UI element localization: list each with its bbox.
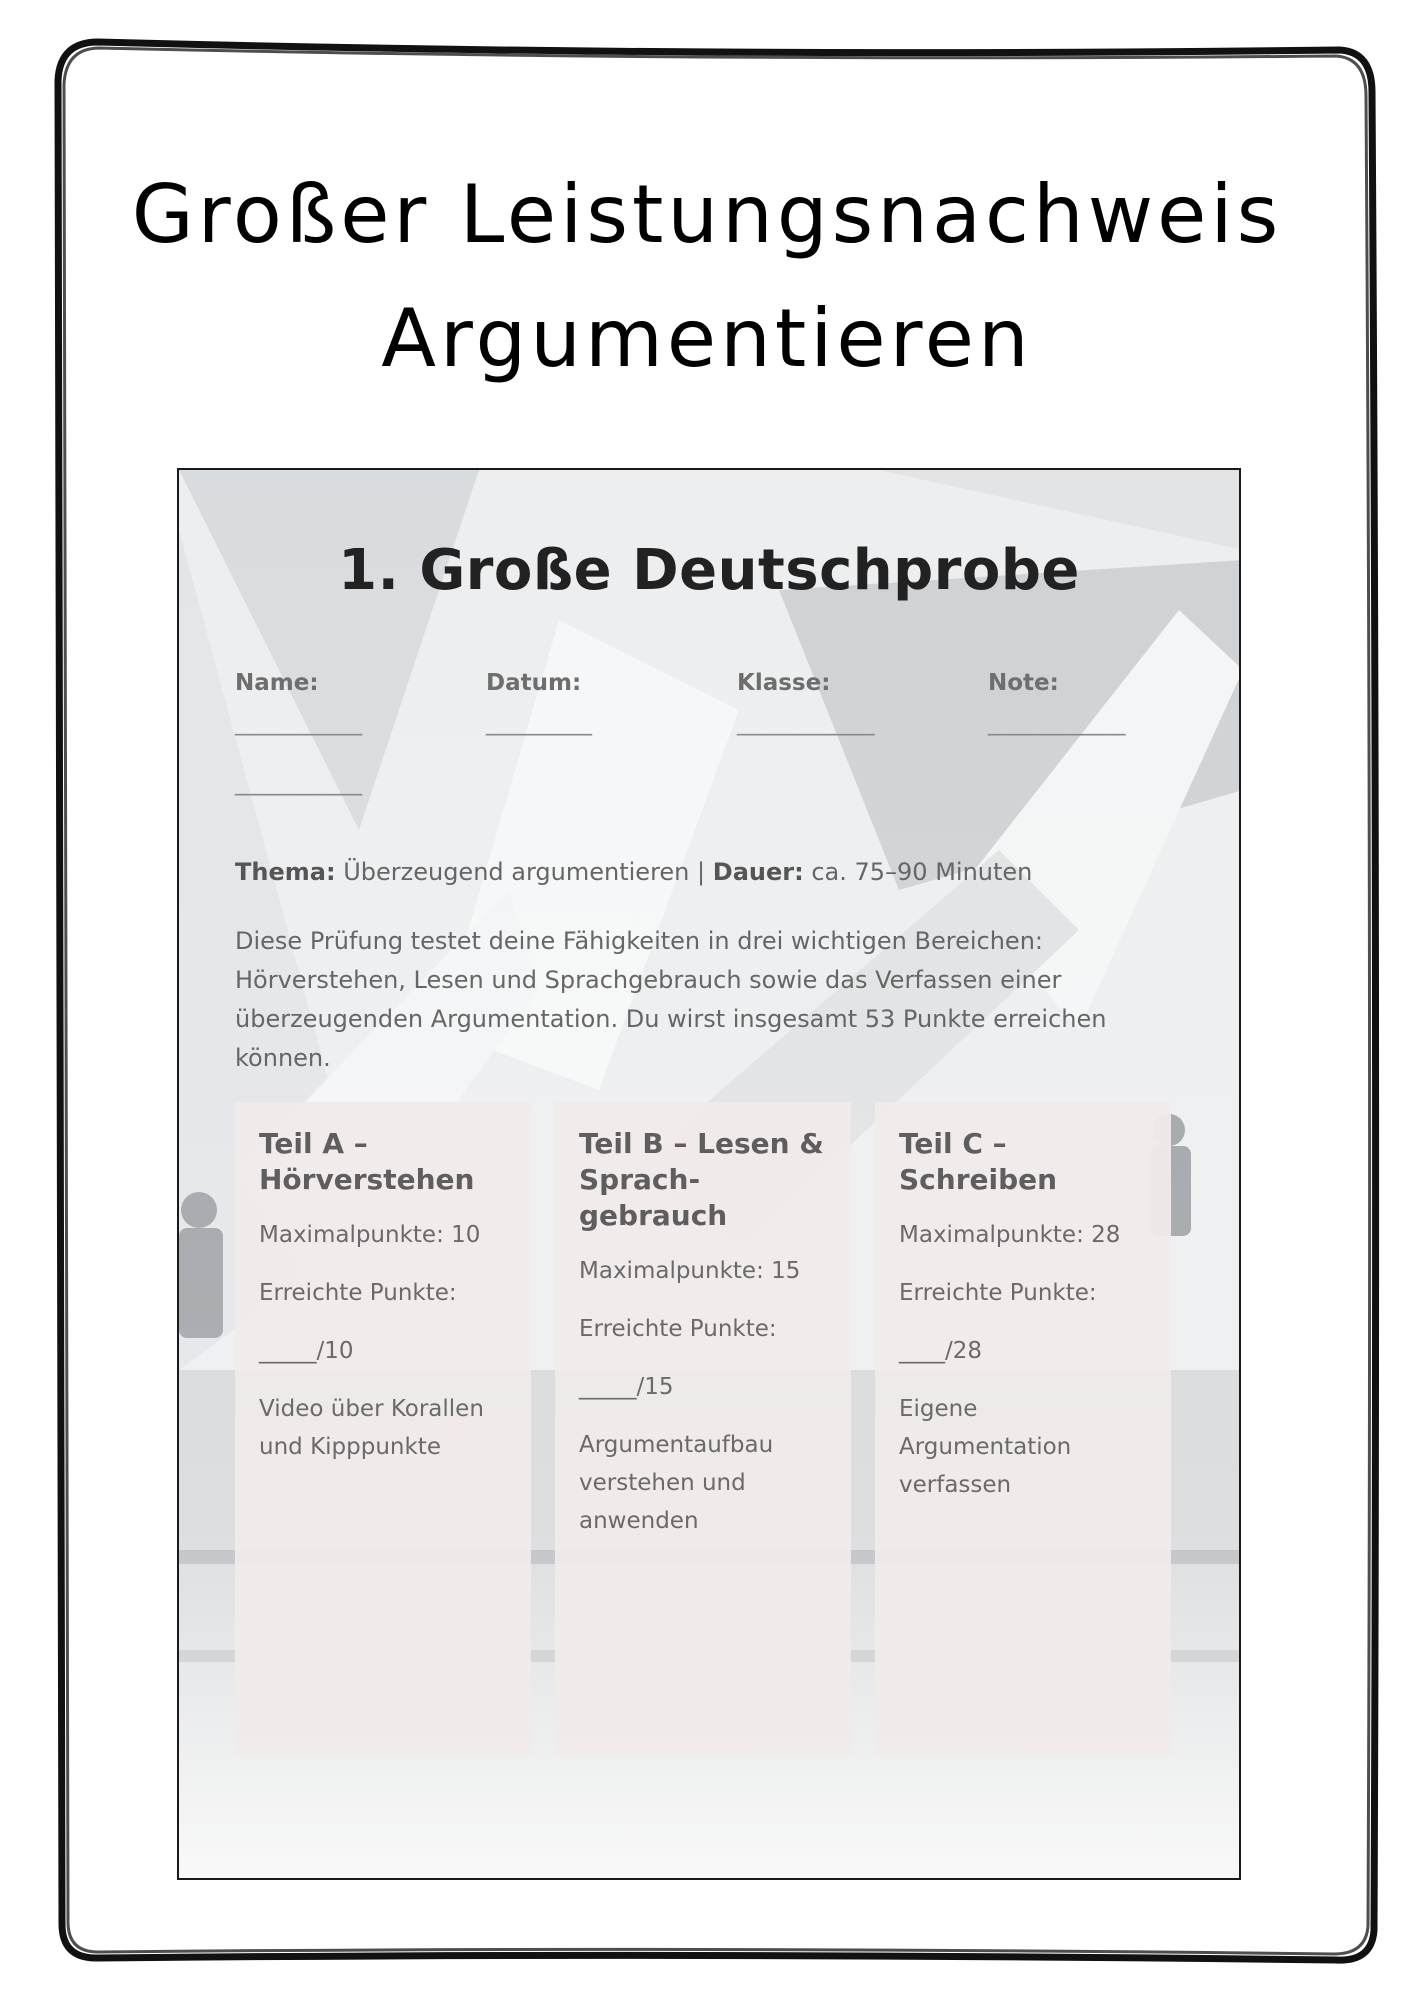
name-blank-line[interactable]: ____________ bbox=[235, 710, 361, 736]
field-name bbox=[235, 670, 435, 736]
separator: | bbox=[697, 858, 706, 886]
field-class bbox=[737, 670, 937, 736]
intro-paragraph: Diese Prüfung testet deine Fähigkeiten in drei wichtigen Bereichen: Hörverstehen, Lesen und Sprachgebrauch sowie das Verfassen einer überzeugenden Argumentation. Du wirst insgesamt 53 Punkte erreichen können. bbox=[235, 927, 1107, 1072]
duration-label: Dauer: bbox=[712, 858, 804, 886]
document-title: 1. Große Deutschprobe bbox=[338, 538, 1080, 603]
extra-blank-line[interactable]: ____________ bbox=[235, 770, 361, 796]
reached-points-label: Erreichte Punkte: bbox=[579, 1316, 777, 1342]
class-blank-line[interactable]: _____________ bbox=[737, 710, 874, 736]
cover-title-line-2: Argumentieren bbox=[381, 292, 1033, 385]
max-points: Maximalpunkte: 28 bbox=[899, 1222, 1121, 1248]
part-b-card bbox=[555, 1102, 851, 1756]
cover-title-line-1: Großer Leistungsnachweis bbox=[131, 168, 1283, 261]
date-blank-line[interactable]: __________ bbox=[486, 710, 591, 736]
part-description: Video über Korallen und Kipppunkte bbox=[259, 1396, 484, 1460]
field-label: Klasse: bbox=[737, 670, 831, 696]
topic-value: Überzeugend argumentieren bbox=[343, 858, 690, 886]
field-grade bbox=[988, 670, 1188, 736]
part-c-card bbox=[875, 1102, 1171, 1756]
field-label: Name: bbox=[235, 670, 319, 696]
reached-points-label: Erreichte Punkte: bbox=[259, 1280, 457, 1306]
part-title: Teil B – Lesen & Sprach-gebrauch bbox=[579, 1127, 824, 1232]
score-blank[interactable]: _____/10 bbox=[259, 1338, 354, 1364]
part-title: Teil C – Schreiben bbox=[899, 1127, 1058, 1196]
part-a-card bbox=[235, 1102, 531, 1756]
part-title: Teil A – Hörverstehen bbox=[259, 1127, 475, 1196]
field-date bbox=[486, 670, 686, 736]
topic-label: Thema: bbox=[235, 858, 336, 886]
grade-blank-line[interactable]: _____________ bbox=[988, 710, 1125, 736]
score-blank[interactable]: ____/28 bbox=[899, 1338, 983, 1364]
field-label: Datum: bbox=[486, 670, 582, 696]
score-blank[interactable]: _____/15 bbox=[579, 1374, 674, 1400]
worksheet-preview bbox=[177, 468, 1241, 1880]
duration-value: ca. 75–90 Minuten bbox=[811, 858, 1033, 886]
max-points: Maximalpunkte: 10 bbox=[259, 1222, 481, 1248]
part-description: Argumentaufbau verstehen und anwenden bbox=[579, 1432, 774, 1534]
topic-duration-line bbox=[235, 858, 1032, 886]
max-points: Maximalpunkte: 15 bbox=[579, 1258, 801, 1284]
part-description: Eigene Argumentation verfassen bbox=[899, 1396, 1072, 1498]
field-label: Note: bbox=[988, 670, 1059, 696]
reached-points-label: Erreichte Punkte: bbox=[899, 1280, 1097, 1306]
